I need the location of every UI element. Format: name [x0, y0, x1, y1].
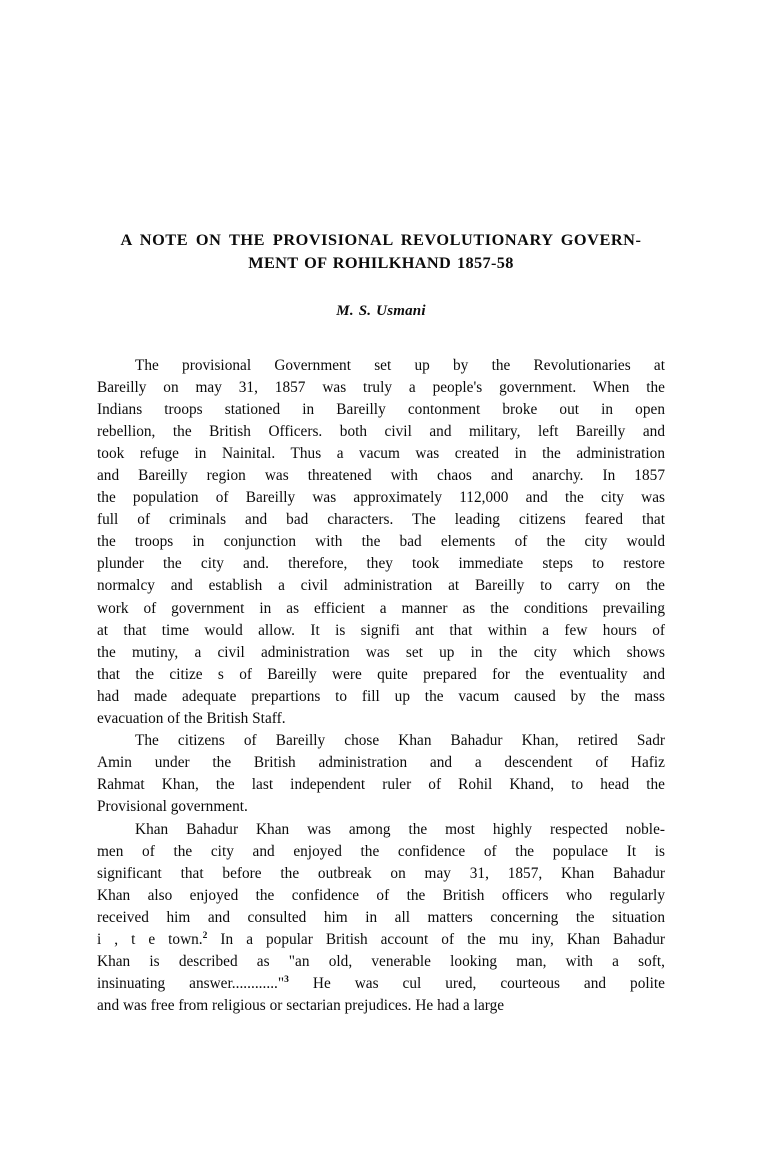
text-line: Khan is described as "an old, venerable looking man, with a soft,: [97, 953, 665, 971]
text-line-content: The provisional Government set up by the Revolutionaries at: [135, 357, 665, 374]
text-line: plunder the city and. therefore, they took immediate steps to restore: [97, 555, 665, 573]
text-line: that the citize s of Bareilly were quite prepared for the eventuality and: [97, 665, 665, 683]
author-name: M. S. Usmani: [336, 303, 426, 319]
text-line-content: The citizens of Bareilly chose Khan Bahadur Khan, retired Sadr: [135, 732, 665, 750]
text-line: the population of Bareilly was approximately 112,000 and the city was: [97, 489, 665, 507]
paragraph-2: [97, 730, 665, 818]
text-line: had made adequate prepartions to fill up the vacum caused by the mass: [97, 687, 665, 705]
text-line: Amin under the British administration and a descendent of Hafiz: [97, 754, 665, 772]
text-line: received him and consulted him in all matters concerning the situation: [97, 909, 665, 927]
footnote-marker-3: 3: [284, 975, 289, 986]
paragraph-1: [97, 355, 665, 730]
text-line: the troops in conjunction with the bad elements of the city would: [97, 533, 665, 551]
text-line: significant that before the outbreak on may 31, 1857, Khan Bahadur: [97, 865, 665, 883]
text-line: normalcy and establish a civil administration at Bareilly to carry on the: [97, 577, 665, 595]
page-title-line-2: MENT OF ROHILKHAND 1857-58: [248, 253, 514, 272]
page-title: [97, 228, 665, 274]
text-line: Bareilly on may 31, 1857 was truly a people's government. When the: [97, 379, 665, 397]
text-line: men of the city and enjoyed the confidence of the populace It is: [97, 843, 665, 861]
text-line-content: In a popular British account of the mu iny, Khan Bahadur: [207, 931, 665, 949]
text-line: took refuge in Nainital. Thus a vacum was created in the administration: [97, 445, 665, 463]
text-line: Provisional government.: [97, 798, 248, 816]
text-line: evacuation of the British Staff.: [97, 709, 286, 727]
text-line: [97, 929, 665, 951]
text-line-content: Khan Bahadur Khan was among the most highly respected noble-: [135, 820, 665, 838]
text-line: Khan also enjoyed the confidence of the British officers who regularly: [97, 887, 665, 905]
text-line: work of government in as efficient a manner as the conditions prevailing: [97, 599, 665, 617]
footnote-marker-2: 2: [202, 931, 208, 942]
page-title-line-1: A NOTE ON THE PROVISIONAL REVOLUTIONARY GOVERN-: [120, 230, 642, 249]
text-line-content: He was cul ured, courteous and polite: [288, 975, 665, 993]
text-line: [97, 355, 665, 377]
paragraph-3: [97, 819, 665, 1017]
body-text: [97, 355, 665, 1017]
text-line: [97, 819, 665, 841]
text-line: rebellion, the British Officers. both civil and military, left Bareilly and: [97, 423, 665, 441]
text-line: the mutiny, a civil administration was set up in the city which shows: [97, 643, 665, 661]
text-line: [97, 730, 665, 752]
text-line-content: insinuating answer............": [97, 975, 285, 993]
text-line-content: i , t e town.: [97, 931, 203, 949]
text-line: and Bareilly region was threatened with chaos and anarchy. In 1857: [97, 467, 665, 485]
text-line: Rahmat Khan, the last independent ruler of Rohil Khand, to head the: [97, 776, 665, 794]
text-line: Indians troops stationed in Bareilly contonment broke out in open: [97, 401, 665, 419]
text-line: full of criminals and bad characters. The leading citizens feared that: [97, 511, 665, 529]
text-line: and was free from religious or sectarian prejudices. He had a large: [97, 997, 505, 1015]
title-block: [97, 228, 665, 320]
text-line: [97, 973, 665, 995]
text-line: at that time would allow. It is signifi ant that within a few hours of: [97, 621, 665, 639]
